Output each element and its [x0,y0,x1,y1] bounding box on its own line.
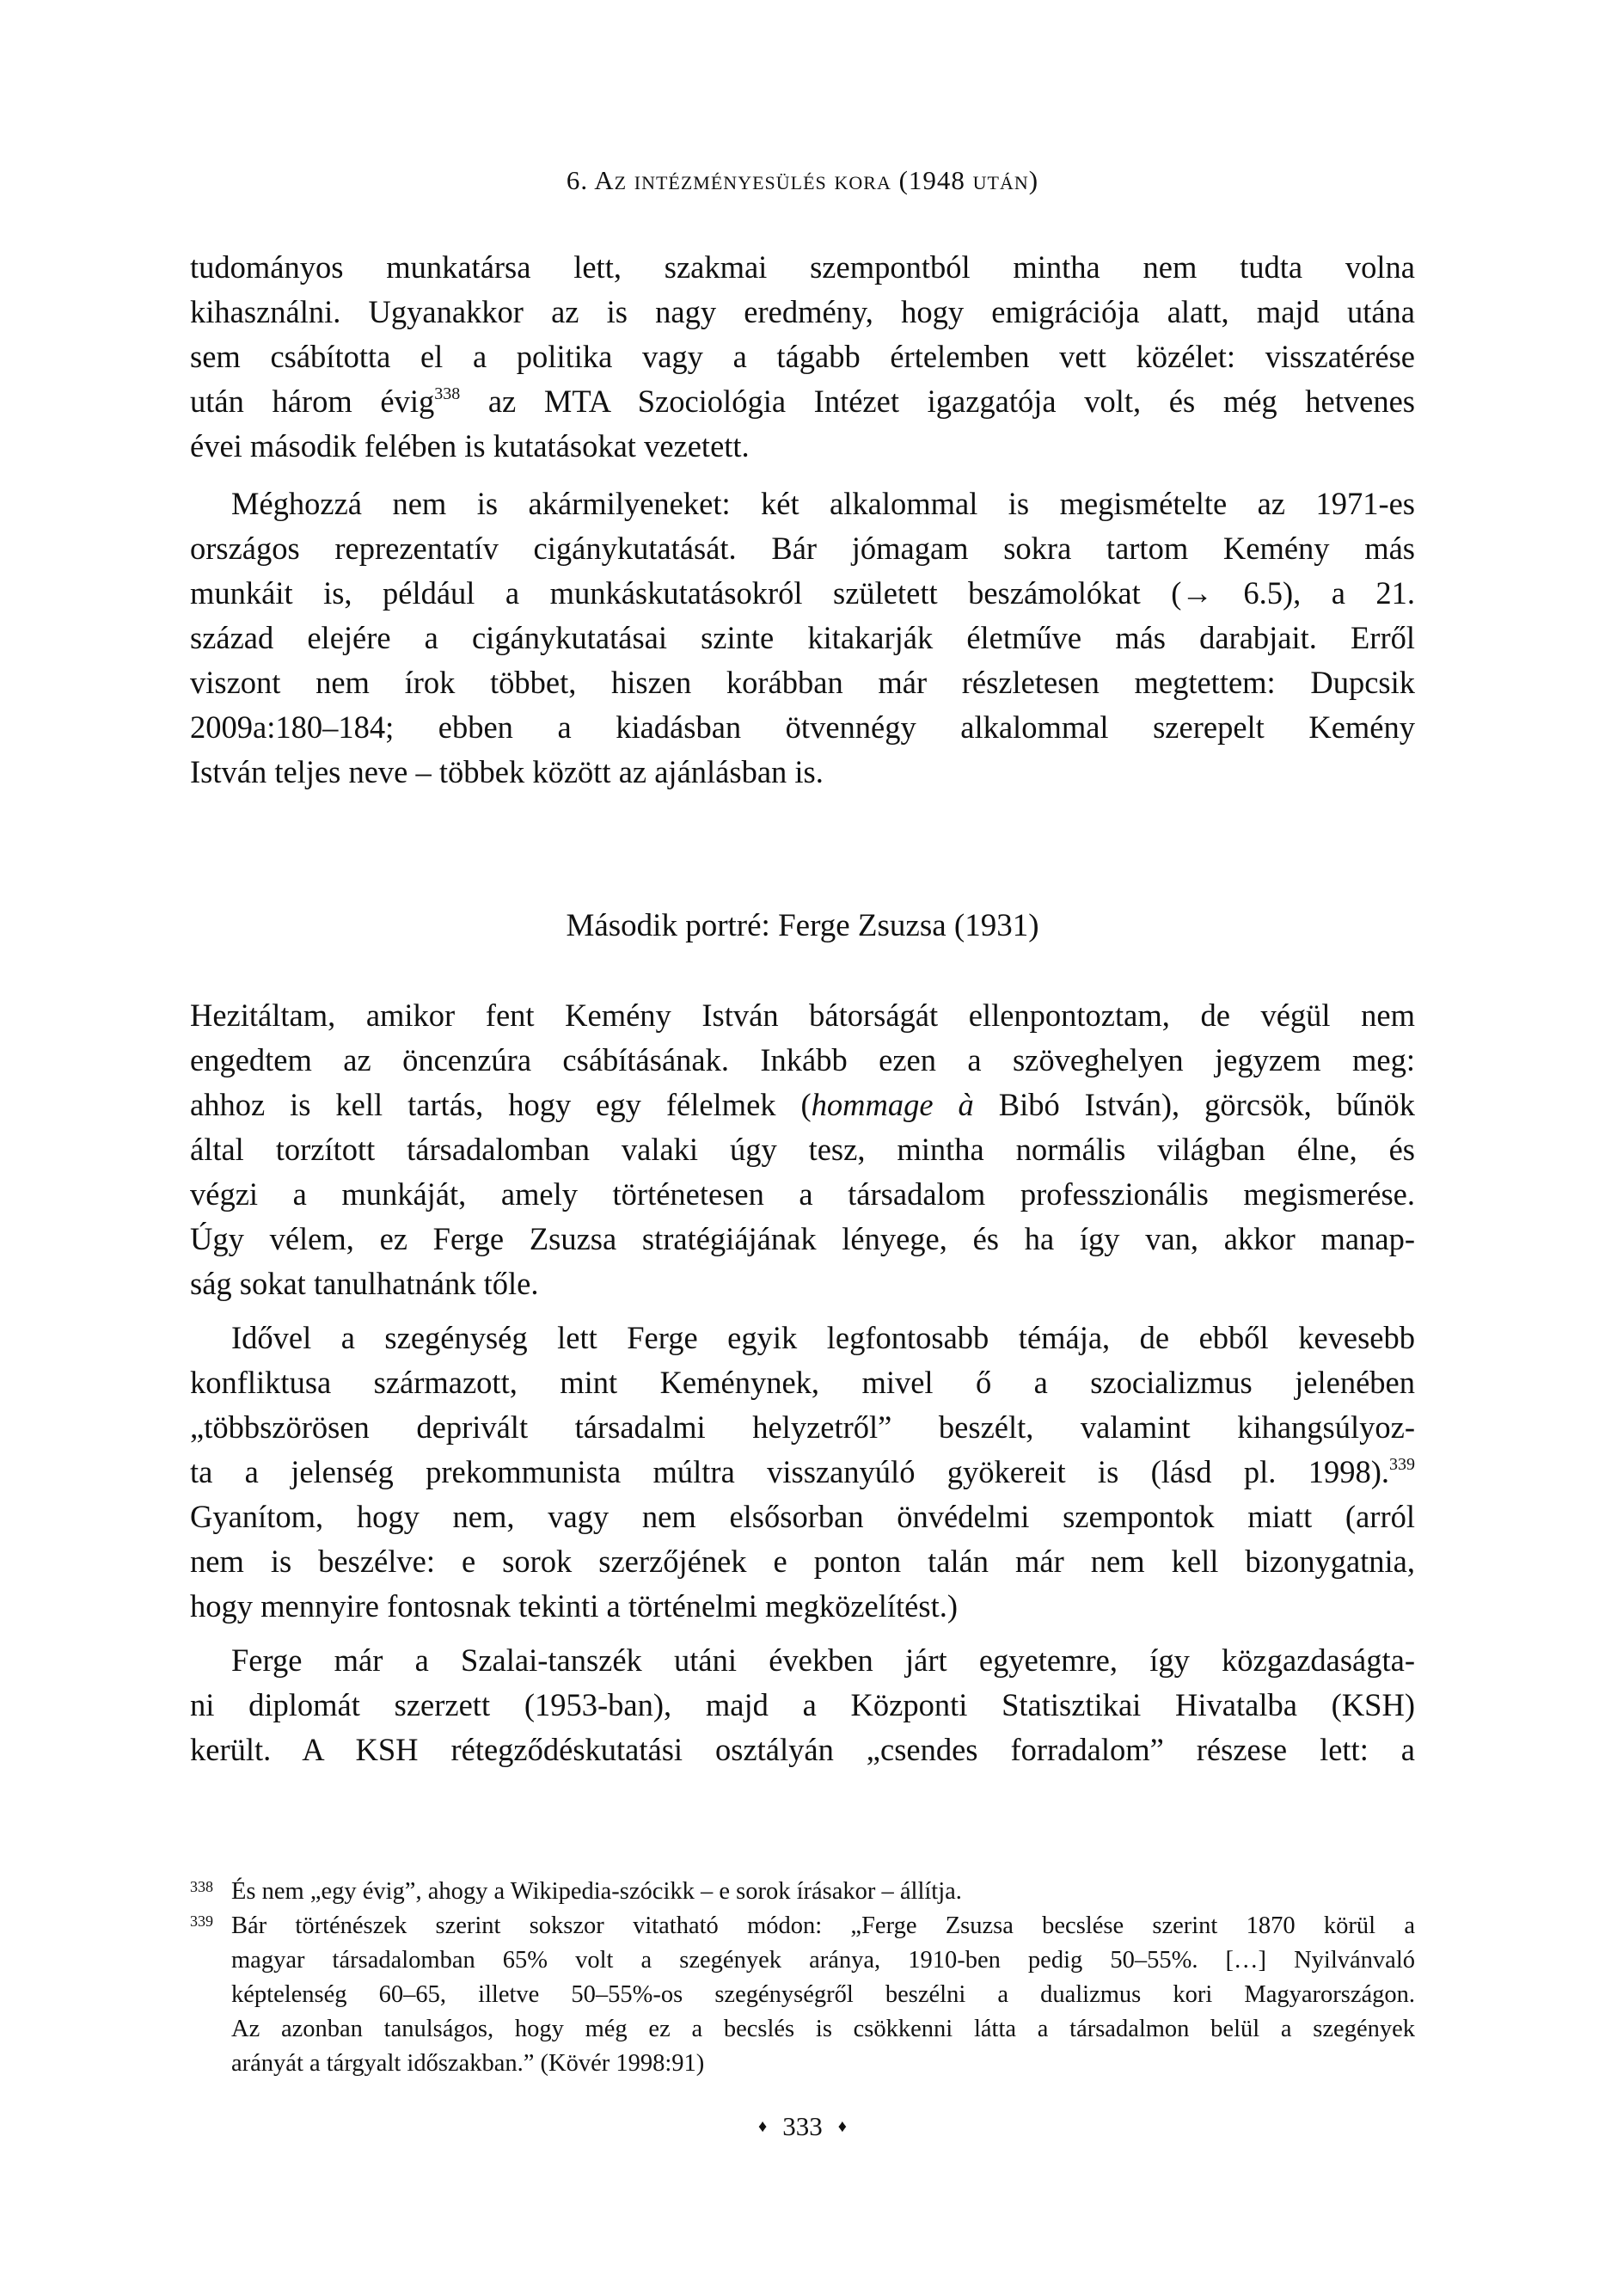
footnote-text: Bár történészek szerint sokszor vitatható módon: „Ferge Zsuzsa becslése szerint 1870 körül a [231,1912,1415,1939]
footnote-text-line: magyar társadalomban 65% volt a szegények aránya, 1910-ben pedig 50–55%. […] Nyilvánvaló [231,1947,1415,1974]
page-number: 333 [782,2111,823,2141]
text-line: István teljes neve – többek között az ajánlásban is. [190,754,824,789]
text-line: Idővel a szegénység lett Ferge egyik legfontosabb témája, de ebből kevesebb [231,1320,1415,1355]
footnote-ref-338[interactable]: 338 [434,384,461,403]
text-span: Bibó István), görcsök, bűnök [973,1087,1416,1122]
text-line [190,1083,1415,1127]
text-line: Úgy vélem, ez Ferge Zsuzsa stratégiájának lényege, és ha így van, akkor manap- [190,1221,1415,1256]
text-span: ta a jelenség prekommunista múltra visszanyúló gyökereit is (lásd pl. 1998). [190,1454,1389,1489]
paragraph-hezitaltam [190,993,1415,1306]
text-line: évei második felében is kutatásokat vezetett. [190,428,750,463]
text-line: került. A KSH rétegződéskutatási osztályán „csendes forradalom” részese lett: a [190,1732,1415,1767]
footnote-text-line: Az azonban tanulságos, hogy még ez a becslés is csökkenni látta a társadalmon belül a szegények [231,2016,1415,2042]
section-title: Második portré: Ferge Zsuzsa (1931) [566,908,1039,943]
footnote-339 [190,1909,1415,1943]
footnote-text-line: arányát a tárgyalt időszakban.” (Kövér 1998:91) [231,2050,705,2077]
text-line: Méghozzá nem is akármilyeneket: két alkalommal is megismételte az 1971-es [231,486,1415,521]
text-line: sem csábította el a politika vagy a tágabb értelemben vett közélet: visszatérése [190,339,1415,374]
footnote-ref-339[interactable]: 339 [1389,1455,1415,1474]
footnote-number: 338 [190,1878,213,1895]
text-line: Gyanítom, hogy nem, vagy nem elsősorban önvédelmi szempontok miatt (arról [190,1499,1415,1534]
footnotes [190,1875,1415,2081]
text-line: Ferge már a Szalai-tanszék utáni években járt egyetemre, így közgazdaságta- [231,1642,1415,1678]
text-line: nem is beszélve: e sorok szerzőjének e ponton talán már nem kell bizonygatnia, [190,1544,1415,1579]
text-span: az MTA Szociológia Intézet igazgatója volt, és még hetvenes [460,384,1415,419]
page-number-footer [0,2111,1605,2142]
text-line: század elejére a cigánykutatásai szinte kitakarják életműve más darabjait. Erről [190,620,1415,655]
text-line: 2009a:180–184; ebben a kiadásban ötvennégy alkalommal szerepelt Kemény [190,709,1415,745]
diamond-ornament-icon: ♦ [837,2117,847,2136]
footnote-text-line: képtelenség 60–65, illetve 50–55%-os szegénységről beszélni a dualizmus kori Magyarországon. [231,1981,1415,2008]
text-line: ság sokat tanulhatnánk tőle. [190,1266,539,1301]
text-line: ni diplomát szerzett (1953-ban), majd a Központi Statisztikai Hivatalba (KSH) [190,1687,1415,1722]
text-line: végzi a munkáját, amely történetesen a társadalom professzionális megismerése. [190,1176,1415,1212]
text-line: konfliktusa származott, mint Keménynek, mivel ő a szocializmus jelenében [190,1365,1415,1400]
running-head: 6. Az intézményesülés kora (1948 után) [566,165,1039,195]
text-line: „többszörösen deprivált társadalmi helyzetről” beszélt, valamint kihangsúlyoz- [190,1409,1415,1445]
text-line [190,379,1415,424]
footnote-338 [190,1875,1415,1909]
text-line [190,1450,1415,1495]
text-line: engedtem az öncenzúra csábításának. Inkább ezen a szöveghelyen jegyzem meg: [190,1042,1415,1077]
paragraph-ksh [190,1638,1415,1772]
text-line: hogy mennyire fontosnak tekinti a történelmi megközelítést.) [190,1588,959,1624]
italic-phrase: hommage à [811,1087,974,1122]
text-line: tudományos munkatársa lett, szakmai szempontból mintha nem tudta volna [190,249,1415,285]
footnote-text: És nem „egy évig”, ahogy a Wikipedia-szócikk – e sorok írásakor – állítja. [231,1878,962,1905]
paragraph-kemeny [190,482,1415,795]
text-line: által torzított társadalomban valaki úgy tesz, mintha normális világban élne, és [190,1132,1415,1167]
text-line: országos reprezentatív cigánykutatását. Bár jómagam sokra tartom Kemény más [190,531,1415,566]
diamond-ornament-icon: ♦ [758,2117,768,2136]
text-line: munkáit is, például a munkáskutatásokról született beszámolókat (→ 6.5), a 21. [190,575,1415,611]
paragraph-continued [190,245,1415,469]
footnote-number: 339 [190,1912,213,1930]
text-line: viszont nem írok többet, hiszen korábban már részletesen megtettem: Dupcsik [190,665,1415,700]
paragraph-szegenyseg [190,1316,1415,1629]
text-span: után három évig [190,384,435,419]
text-line: kihasználni. Ugyanakkor az is nagy eredmény, hogy emigrációja alatt, majd utána [190,294,1415,329]
text-span: ahhoz is kell tartás, hogy egy félelmek ( [190,1087,812,1122]
text-line: Hezitáltam, amikor fent Kemény István bátorságát ellenpontoztam, de végül nem [190,998,1415,1033]
